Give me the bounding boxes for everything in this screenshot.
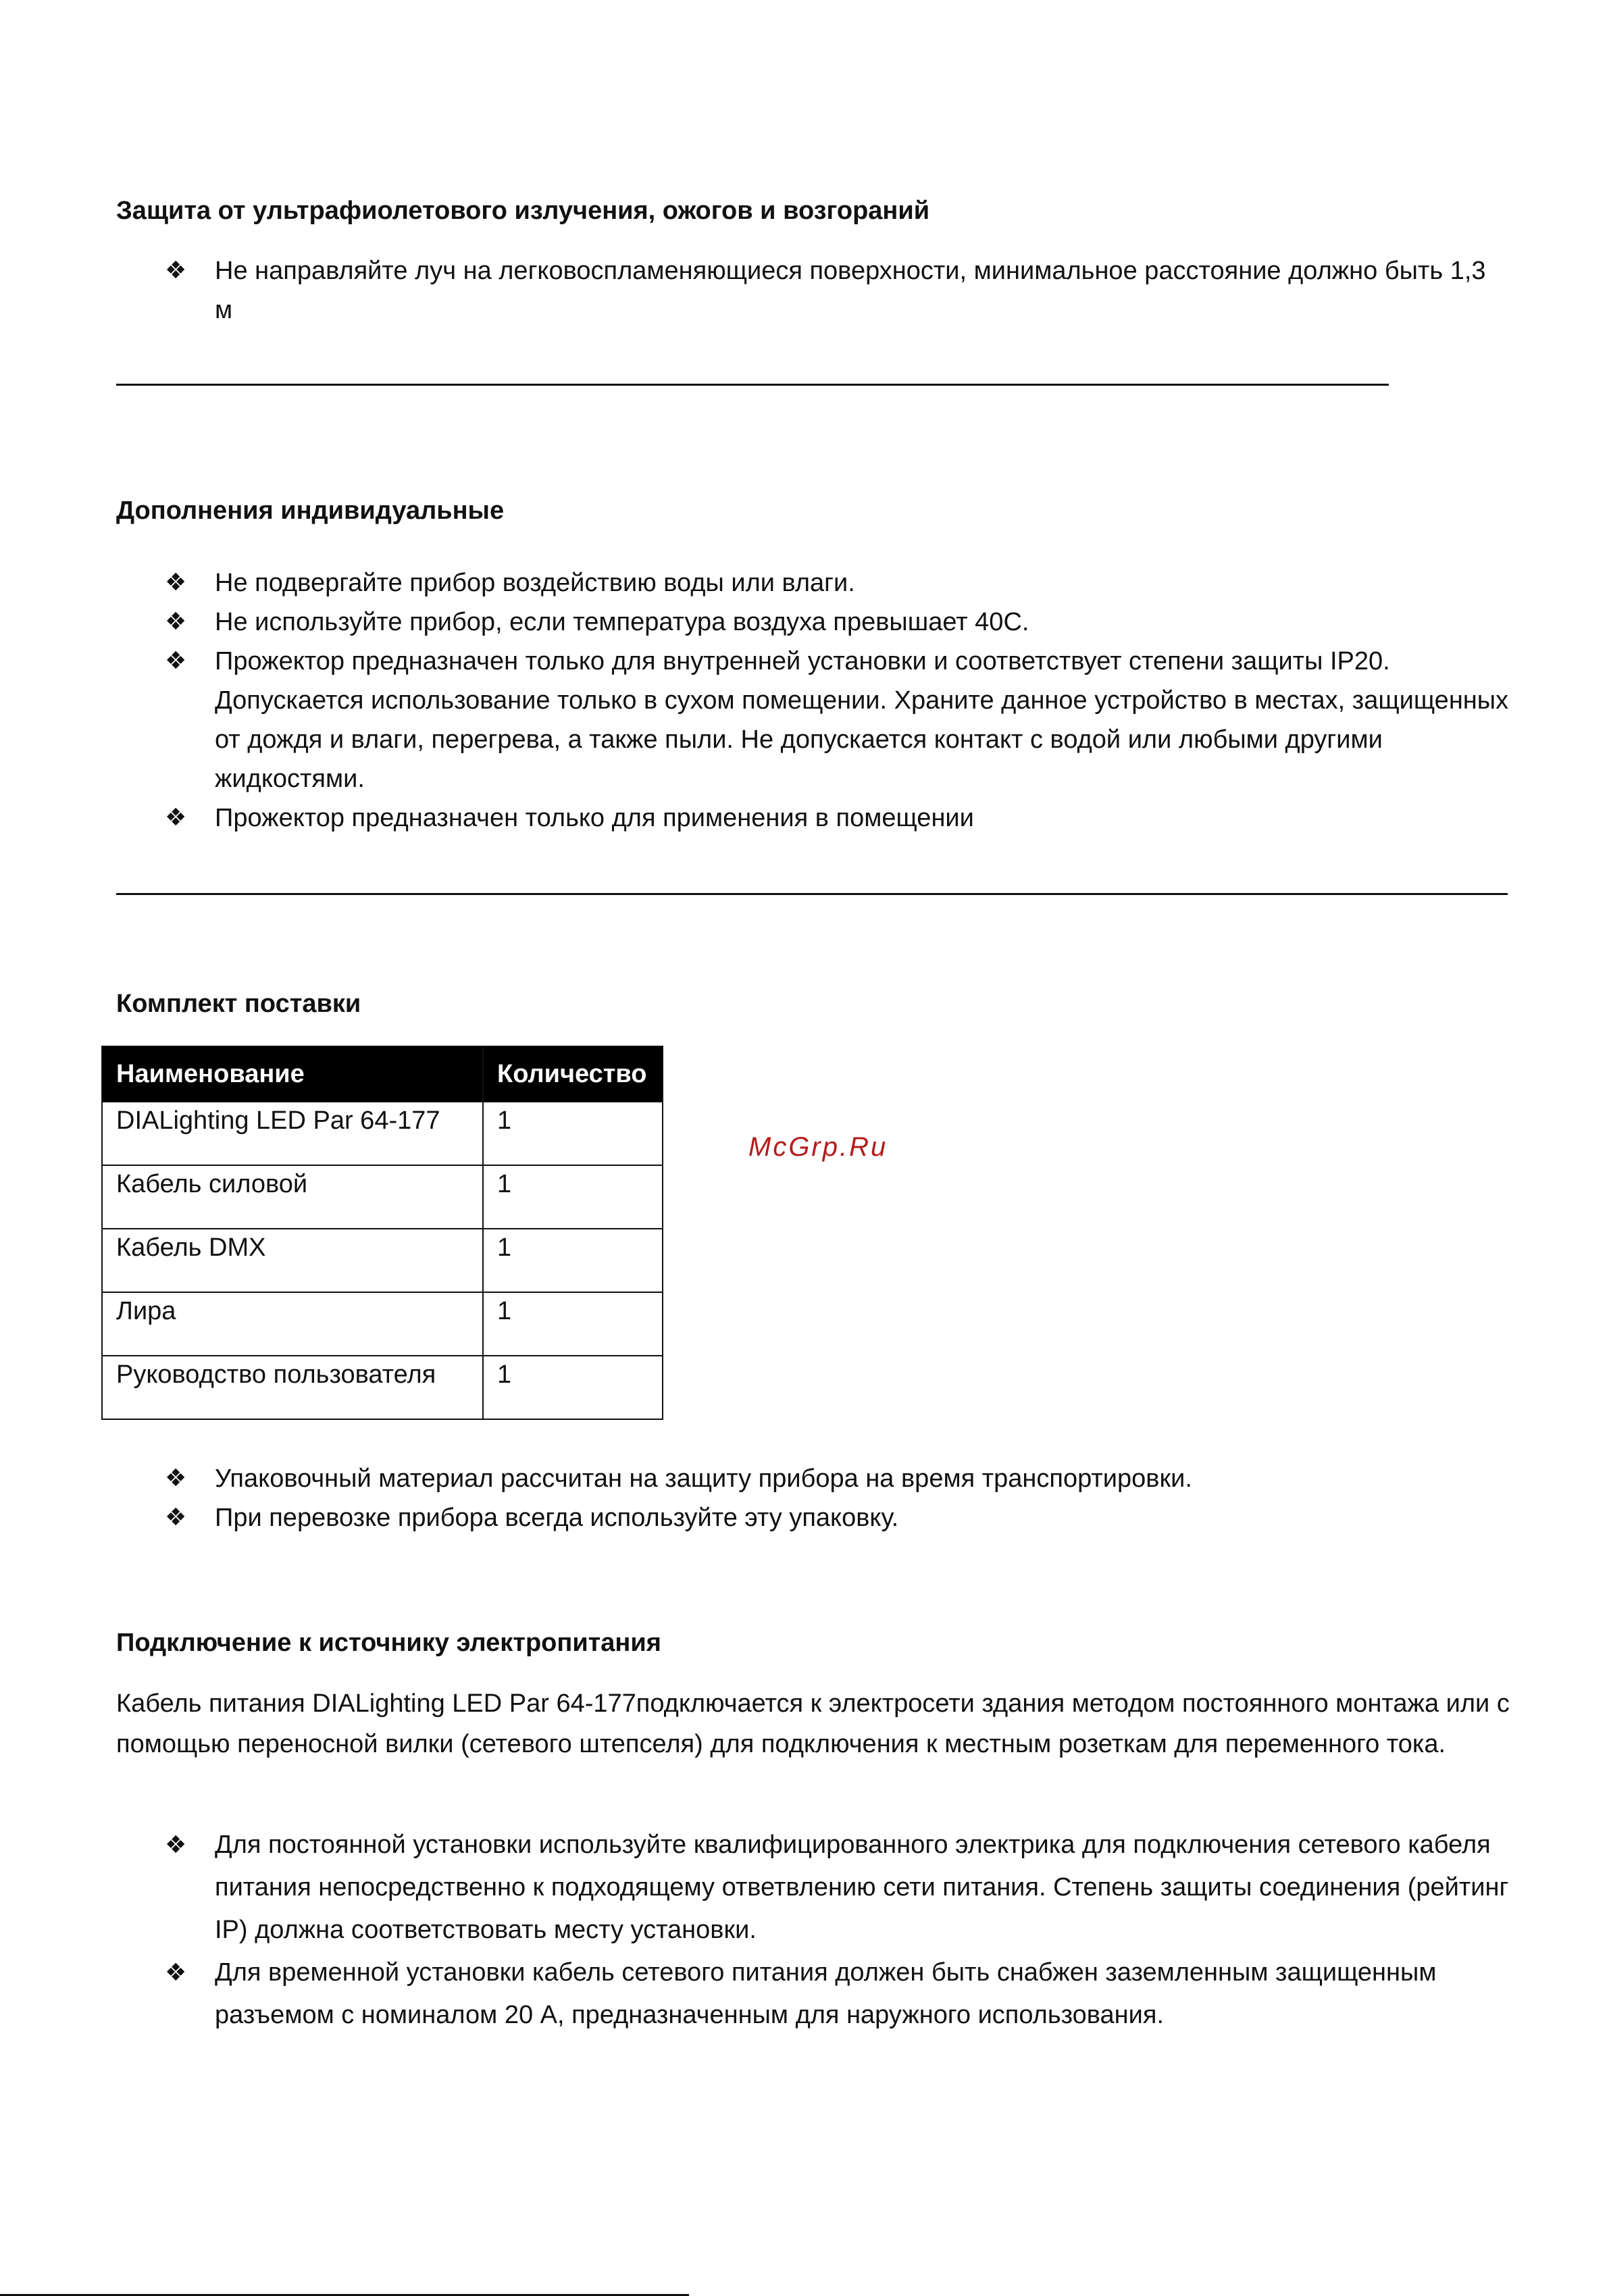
table-row bbox=[102, 1292, 663, 1356]
list-item: ❖ Упаковочный материал рассчитан на защиту прибора на время транспортировки. bbox=[116, 1459, 1541, 1498]
list-item: ❖ Для постоянной установки используйте квалифицированного электрика для подключения сетевого кабеля питания непосредственно к подходящему ответвлению сети питания. Степень защиты соединения (рейтинг IP) должна соответствовать месту установки. bbox=[116, 1824, 1514, 1951]
table-cell-quantity: 1 bbox=[483, 1165, 663, 1229]
table-cell-name: Кабель силовой bbox=[102, 1165, 483, 1229]
table-cell-quantity: 1 bbox=[483, 1229, 663, 1292]
list-item: ❖ Не используйте прибор, если температура воздуха превышает 40С. bbox=[116, 603, 1514, 642]
table-cell-quantity: 1 bbox=[483, 1102, 663, 1165]
power-bullet-list bbox=[116, 1824, 1514, 2037]
table-cell-quantity: 1 bbox=[483, 1292, 663, 1356]
table-row bbox=[102, 1356, 663, 1419]
list-item: ❖ Не подвергайте прибор воздействию воды или влаги. bbox=[116, 563, 1514, 603]
diamond-bullet-icon: ❖ bbox=[165, 569, 187, 596]
table-cell-quantity: 1 bbox=[483, 1356, 663, 1419]
kit-table bbox=[101, 1046, 663, 1420]
heading-uv-protection: Защита от ультрафиолетового излучения, ожогов и возгораний bbox=[116, 197, 930, 225]
diamond-bullet-icon: ❖ bbox=[165, 804, 187, 832]
table-cell-name: Лира bbox=[102, 1292, 483, 1356]
diamond-bullet-icon: ❖ bbox=[165, 608, 187, 636]
individual-bullet-list bbox=[116, 563, 1514, 838]
section-divider bbox=[116, 384, 1389, 386]
list-item: ❖ Прожектор предназначен только для применения в помещении bbox=[116, 798, 1514, 838]
diamond-bullet-icon: ❖ bbox=[165, 1959, 187, 1987]
heading-power: Подключение к источнику электропитания bbox=[116, 1629, 661, 1657]
list-item: ❖ При перевозке прибора всегда используйте эту упаковку. bbox=[116, 1498, 1541, 1537]
table-cell-name: Руководство пользователя bbox=[102, 1356, 483, 1419]
diamond-bullet-icon: ❖ bbox=[165, 1504, 187, 1531]
column-header-name: Наименование bbox=[102, 1046, 483, 1102]
diamond-bullet-icon: ❖ bbox=[165, 1831, 187, 1859]
table-row bbox=[102, 1229, 663, 1292]
table-cell-name: DIALighting LED Par 64-177 bbox=[102, 1102, 483, 1165]
list-item: ❖ Прожектор предназначен только для внутренней установки и соответствует степени защиты IP20. Допускается использование только в сухом помещении. Храните данное устройство в местах, защищенных от дождя и влаги, перегрева, а также пыли. Не допускается контакт с водой или любыми другими жидкостями. bbox=[116, 642, 1514, 798]
section-divider bbox=[116, 893, 1508, 895]
heading-individual: Дополнения индивидуальные bbox=[116, 496, 505, 525]
diamond-bullet-icon: ❖ bbox=[165, 1464, 187, 1492]
uv-bullet-list bbox=[116, 251, 1487, 330]
heading-kit: Комплект поставки bbox=[116, 990, 361, 1018]
column-header-quantity: Количество bbox=[483, 1046, 663, 1102]
diamond-bullet-icon: ❖ bbox=[165, 257, 187, 284]
list-item: ❖ Для временной установки кабель сетевого питания должен быть снабжен заземленным защищенным разъемом с номиналом 20 А, предназначенным для наружного использования. bbox=[116, 1951, 1514, 2037]
list-item: ❖ Не направляйте луч на легковоспламеняющиеся поверхности, минимальное расстояние должно быть 1,3 м bbox=[116, 251, 1487, 330]
table-row bbox=[102, 1102, 663, 1165]
diamond-bullet-icon: ❖ bbox=[165, 647, 187, 675]
table-cell-name: Кабель DMX bbox=[102, 1229, 483, 1292]
power-paragraph: Кабель питания DIALighting LED Par 64-177подключается к электросети здания методом постоянного монтажа или с помощью переносной вилки (сетевого штепселя) для подключения к местным розеткам для переменного тока. bbox=[116, 1689, 1510, 1758]
kit-bullet-list bbox=[116, 1459, 1541, 1537]
table-row bbox=[102, 1165, 663, 1229]
watermark: McGrp.Ru bbox=[748, 1132, 888, 1162]
table-header-row bbox=[102, 1046, 663, 1102]
